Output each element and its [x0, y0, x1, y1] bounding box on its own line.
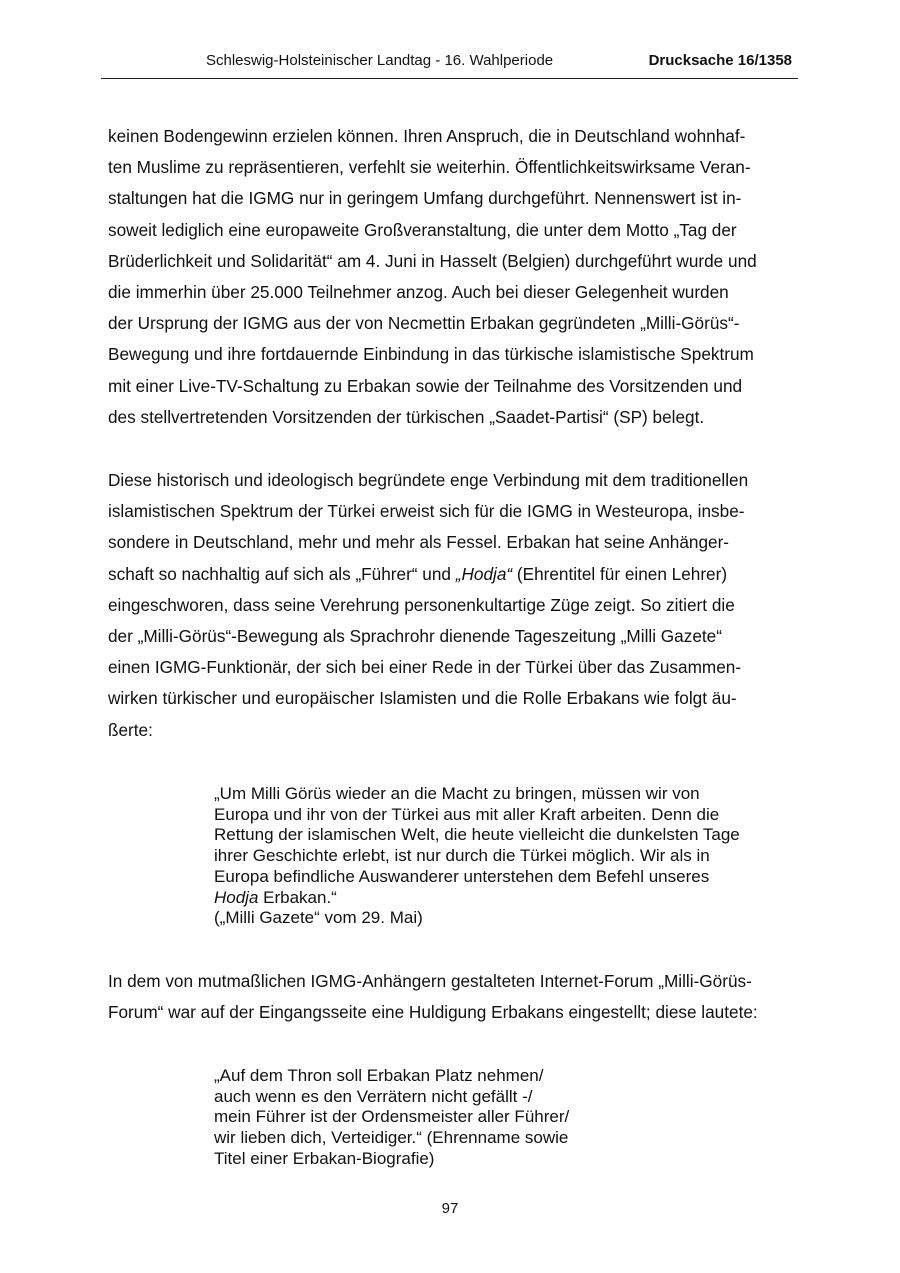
quote-line: Titel einer Erbakan-Biografie) [214, 1148, 435, 1168]
header-title: Schleswig-Holsteinischer Landtag - 16. Wahlperiode [206, 52, 554, 69]
text-line [108, 559, 748, 590]
page-number: 97 [441, 1200, 459, 1217]
block-quote-1 [214, 784, 740, 929]
text-line: Diese historisch und ideologisch begründete enge Verbindung mit dem traditionellen [108, 470, 749, 490]
text-line: islamistischen Spektrum der Türkei erweist sich für die IGMG in Westeuropa, insbe- [108, 501, 745, 522]
quote-line: Europa befindliche Auswanderer unterstehen dem Befehl unseres [214, 866, 710, 886]
text-line: der Ursprung der IGMG aus der von Necmettin Erbakan gegründeten „Milli-Görüs“- [108, 313, 740, 334]
page-header [101, 52, 798, 79]
text-line: Forum“ war auf der Eingangsseite eine Huldigung Erbakans eingestellt; diese lautete: [108, 1002, 758, 1023]
document-number: Drucksache 16/1358 [648, 52, 792, 69]
quote-line [214, 888, 740, 909]
text-line: die immerhin über 25.000 Teilnehmer anzog. Auch bei dieser Gelegenheit wurden [108, 282, 729, 303]
quote-line: „Um Milli Görüs wieder an die Macht zu bringen, müssen wir von [214, 784, 700, 803]
text-line: des stellvertretenden Vorsitzenden der türkischen „Saadet-Partisi“ (SP) belegt. [108, 406, 705, 427]
paragraph-2 [108, 465, 748, 746]
italic-term: „Hodja“ [455, 563, 513, 584]
text-line: ßerte: [108, 719, 153, 740]
text-line: einen IGMG-Funktionär, der sich bei einer Rede in der Türkei über das Zusammen- [108, 657, 742, 678]
quote-line: Rettung der islamischen Welt, die heute vielleicht die dunkelsten Tage [214, 825, 740, 845]
quote-line: wir lieben dich, Verteidiger.“ (Ehrenname sowie [214, 1128, 569, 1148]
text-line: der „Milli-Görüs“-Bewegung als Sprachrohr dienende Tageszeitung „Milli Gazete“ [108, 626, 722, 647]
text-line: keinen Bodengewinn erzielen können. Ihren Anspruch, die in Deutschland wohnhaf- [108, 126, 746, 146]
text-line: In dem von mutmaßlichen IGMG-Anhängern gestalteten Internet-Forum „Milli-Görüs- [108, 971, 752, 991]
text-line: mit einer Live-TV-Schaltung zu Erbakan sowie der Teilnahme des Vorsitzenden und [108, 375, 743, 396]
text-line: Bewegung und ihre fortdauernde Einbindung in das türkische islamistische Spektrum [108, 344, 754, 365]
quote-line: Europa und ihr von der Türkei aus mit aller Kraft arbeiten. Denn die [214, 804, 720, 824]
text-line: staltungen hat die IGMG nur in geringem Umfang durchgeführt. Nennenswert ist in- [108, 188, 742, 209]
text-line: soweit lediglich eine europaweite Großveranstaltung, die unter dem Motto „Tag der [108, 219, 737, 240]
text-segment: (Ehrentitel für einen Lehrer) [512, 563, 728, 584]
quote-line: auch wenn es den Verrätern nicht gefällt -/ [214, 1086, 533, 1106]
text-line: sondere in Deutschland, mehr und mehr als Fessel. Erbakan hat seine Anhänger- [108, 532, 730, 553]
text-segment: schaft so nachhaltig auf sich als „Führer“ und [108, 563, 456, 584]
text-line: Brüderlichkeit und Solidarität“ am 4. Juni in Hasselt (Belgien) durchgeführt wurde und [108, 250, 757, 271]
italic-term: Hodja [214, 887, 259, 907]
quote-source: („Milli Gazete“ vom 29. Mai) [214, 908, 423, 928]
block-quote-2 [214, 1066, 569, 1170]
text-line: eingeschworen, dass seine Verehrung personenkultartige Züge zeigt. So zitiert die [108, 594, 735, 615]
quote-line: ihrer Geschichte erlebt, ist nur durch die Türkei möglich. Wir als in [214, 846, 710, 866]
paragraph-3 [108, 966, 758, 1028]
quote-line: mein Führer ist der Ordensmeister aller Führer/ [214, 1107, 570, 1127]
text-line: wirken türkischer und europäischer Islamisten und die Rolle Erbakans wie folgt äu- [108, 688, 737, 709]
paragraph-1 [108, 121, 757, 433]
quote-line: „Auf dem Thron soll Erbakan Platz nehmen/ [214, 1066, 544, 1085]
text-segment: Erbakan.“ [258, 887, 337, 907]
text-line: ten Muslime zu repräsentieren, verfehlt sie weiterhin. Öffentlichkeitswirksame Veran- [108, 157, 751, 178]
